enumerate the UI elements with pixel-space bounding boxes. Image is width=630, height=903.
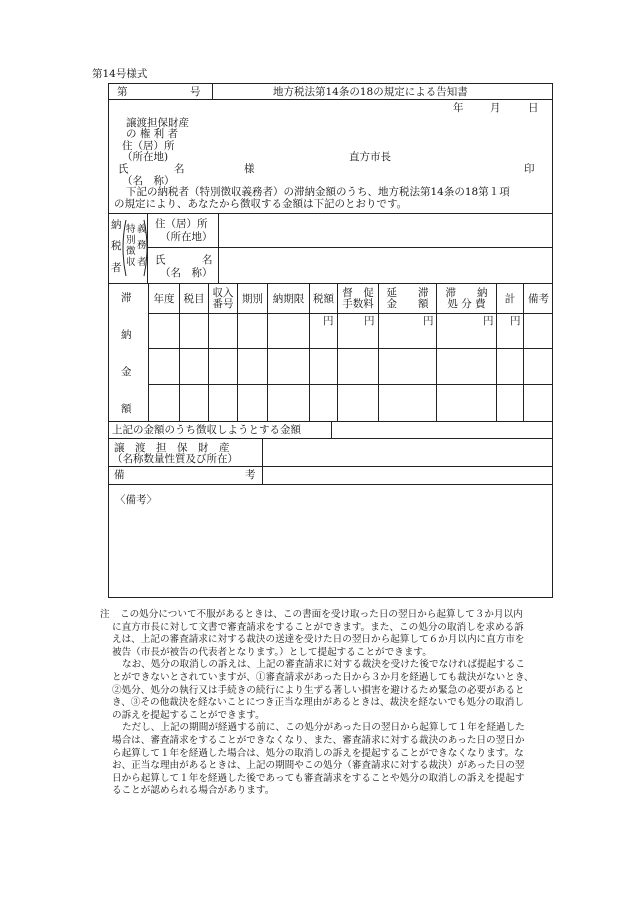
col-header-year: 年度: [153, 293, 175, 305]
note-p3-line1: ただし、上記の期間が経過する前に、この処分があった日の翌日から起算して１年を経過した: [122, 722, 525, 734]
holder-label-line2: の 権 利 者: [126, 128, 179, 140]
col-header-disposal-1: 滞 納: [445, 287, 488, 299]
collect-vline: [331, 421, 332, 438]
header-divider: [108, 99, 553, 100]
date-year: 年: [453, 102, 464, 114]
remarks-box-label: 〈備考〉: [115, 494, 157, 506]
property-label-2: （名称数量性質及び所在）: [112, 453, 238, 465]
note-p3-line3: ら起算して１年を経過した場合は、処分の取消しの訴えを提起することができなくなります。な: [112, 747, 524, 759]
taxpayer-name-sub: （名 称）: [160, 267, 213, 279]
intro-line-1: 下記の納税者（特別徴収義務者）の滞納金額のうち、地方税法第14条の18第１項: [126, 186, 510, 198]
remarks-label-b: 考: [245, 469, 256, 481]
col-header-delay-2: 金 額: [386, 298, 429, 310]
note-p3-line6: ることが認められる場合があります。: [112, 785, 275, 797]
note-p1-line3: えは、上記の審査請求に対する裁決の送達を受けた日の翌日から起算して６か月以内に直方市を: [112, 634, 525, 646]
taxpayer-top-line: [108, 213, 553, 214]
issuer-name: 直方市長: [349, 151, 391, 163]
addressee-honorific: 様: [244, 163, 255, 175]
unit-yen-fee: 円: [364, 315, 375, 327]
date-month: 月: [490, 102, 501, 114]
col-header-tax-amount: 税額: [313, 293, 334, 305]
note-p1-line4: 被告（市長が被告の代表者となります。）として提起することができます。: [112, 646, 432, 658]
note-p2-line1: なお、処分の取消しの訴えは、上記の審査請求に対する裁決を受けた後でなければ提起するこ: [122, 659, 525, 671]
collect-bottom-line: [108, 438, 553, 439]
property-bottom-line: [108, 466, 553, 467]
note-p3-line2: 場合は、審査請求をすることができなくなり、また、審査請求に対する裁決のあった日の翌日か: [112, 735, 525, 746]
doc-number-suffix: 号: [190, 86, 201, 98]
intro-line-2: の規定により、あなたから徴収する金額は下記のとおりです。: [114, 198, 408, 210]
taxpayer-paren-5: 義: [137, 224, 147, 235]
addressee-name-sub: （名 称）: [122, 175, 175, 187]
col-header-delay-1: 延 滞: [386, 287, 429, 299]
arrears-top-line: [108, 283, 553, 284]
taxpayer-paren-6: 務: [137, 240, 147, 251]
addressee-address-sub: （所在地): [122, 151, 169, 163]
note-p2-line4: き、③その他裁決を経ないことにつき正当な理由があるときは、裁決を経ないでも処分の取消し: [112, 697, 524, 709]
arrears-side-4: 額: [121, 403, 132, 415]
note-p1-line1: この処分について不服があるときは、この書面を受け取った日の翌日から起算して３か月以内: [120, 609, 523, 620]
note-p1-line2: に直方市長に対して文書で審査請求をすることができます。また、この処分の取消しを求める訴: [112, 621, 524, 633]
property-vline: [262, 438, 263, 484]
taxpayer-mid-line: [147, 247, 553, 248]
note-p2-line3: ②処分、処分の執行又は手続きの続行により生ずる著しい損害を避けるため緊急の必要があると: [112, 684, 525, 696]
remarks-label-a: 備: [114, 469, 125, 481]
col-header-disposal-2: 処 分 費: [447, 298, 486, 310]
col-header-remarks: 備考: [528, 293, 549, 305]
unit-yen-delay: 円: [423, 315, 434, 327]
addressee-name-label-b: 名: [174, 163, 185, 175]
col-header-code-1: 収入: [212, 287, 234, 299]
taxpayer-paren-4: 収: [126, 257, 136, 268]
note-p2-line5: の訴えを提起することができます。: [112, 709, 265, 721]
taxpayer-paren-7: 者: [137, 257, 147, 268]
col-header-fee-1: 督 促: [342, 287, 374, 299]
addressee-name-label-a: 氏: [118, 163, 129, 175]
unit-yen-tax: 円: [323, 315, 334, 327]
taxpayer-label-vline: [218, 213, 219, 283]
taxpayer-name-label-b: 名: [202, 254, 213, 266]
taxpayer-name-label-a: 氏: [155, 254, 166, 266]
notes-mark: 注: [100, 609, 110, 620]
unit-yen-disposal: 円: [483, 315, 494, 327]
taxpayer-address-label: 住（居）所: [155, 218, 208, 230]
form-number: 第14号様式: [92, 68, 148, 80]
taxpayer-side-b: 税: [111, 240, 122, 252]
arrears-side-2: 納: [121, 329, 132, 341]
seal-mark: 印: [524, 163, 535, 175]
header-vline: [212, 83, 213, 99]
col-header-period: 期別: [242, 293, 263, 305]
note-p2-line2: とができないとされていますが、①審査請求があった日から３か月を経過しても裁決がないとき、: [112, 672, 534, 683]
col-header-code-2: 番号: [212, 298, 234, 310]
note-p3-line5: 日から起算して１年を経過した後であっても審査請求をすることや処分の取消しの訴えを提起す: [112, 772, 525, 784]
taxpayer-side-a: 納: [111, 219, 122, 231]
taxpayer-address-sub: （所在地）: [160, 231, 213, 243]
addressee-address-label: 住（居）所: [122, 140, 175, 152]
property-label-1: 譲 渡 担 保 財 産: [114, 442, 230, 454]
col-header-due-date: 納期限: [272, 293, 305, 305]
taxpayer-paren-2: 別: [126, 235, 136, 246]
col-header-tax-item: 税目: [183, 293, 205, 305]
remarks-bottom-line: [108, 484, 553, 485]
unit-yen-total: 円: [510, 315, 521, 327]
note-p3-line4: お、正当な理由があるときは、上記の期間やこの処分（審査請求に対する裁決）があった日の翌: [112, 760, 525, 772]
holder-label-line1: 譲渡担保財産: [126, 117, 189, 129]
arrears-side-1: 滞: [121, 292, 132, 304]
page-title: 地方税法第14条の18の規定による告知書: [273, 86, 468, 98]
arrears-side-3: 金: [121, 366, 132, 378]
taxpayer-side-c: 者: [111, 262, 122, 274]
taxpayer-paren-1: 特: [126, 224, 136, 235]
collect-amount-label: 上記の金額のうち徴収しようとする金額: [112, 424, 301, 436]
doc-number-prefix: 第: [117, 86, 128, 98]
col-header-fee-2: 手数料: [342, 298, 374, 310]
col-header-total: 計: [504, 293, 516, 305]
form-frame: [108, 83, 553, 598]
date-day: 日: [528, 102, 539, 114]
taxpayer-paren-3: 徴: [126, 246, 136, 257]
